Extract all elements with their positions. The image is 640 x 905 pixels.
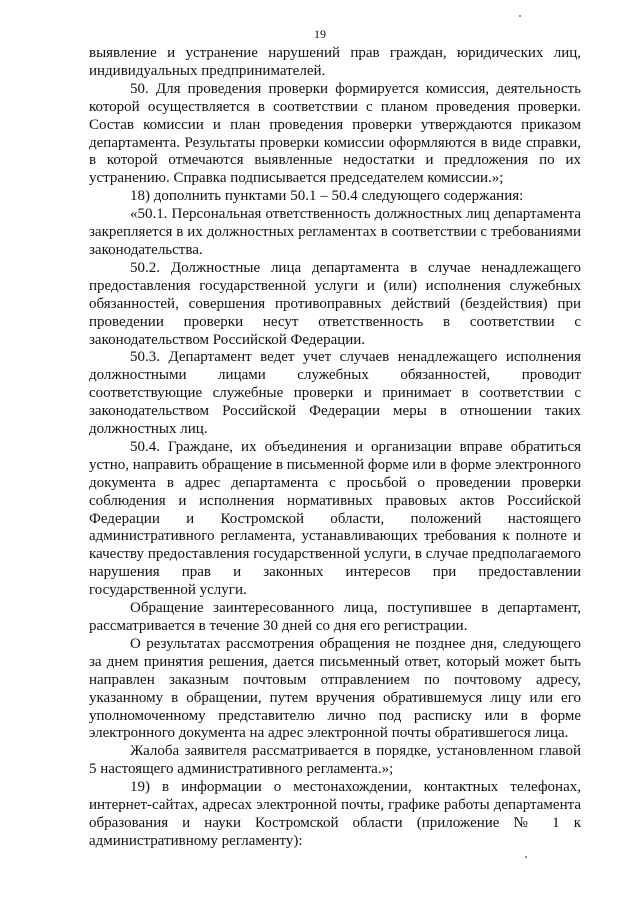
- document-body: [89, 45, 581, 851]
- paragraph-complaint: Жалоба заявителя рассматривается в порядке, установленном главой 5 настоящего административного регламента.»;: [89, 743, 581, 778]
- paragraph-item-50-3: 50.3. Департамент ведет учет случаев ненадлежащего исполнения должностными лицами служебных обязанностей, проводит соответствующие служебные проверки и принимает в соответствии с законодательством Российской Федерации меры в отношении таких должностных лиц.: [89, 349, 581, 438]
- scan-speck: [525, 856, 527, 858]
- paragraph-amendment-19: 19) в информации о местонахождении, контактных телефонах, интернет-сайтах, адресах электронной почты, графике работы департамента образования и науки Костромской области (приложение № 1 к административному регламенту):: [89, 779, 581, 849]
- paragraph-continuation: выявление и устранение нарушений прав граждан, юридических лиц, индивидуальных предпринимателей.: [89, 45, 581, 79]
- paragraph-item-50-1: «50.1. Персональная ответственность должностных лиц департамента закрепляется в их должностных регламентах в соответствии с требованиями законодательства.: [89, 206, 581, 258]
- paragraph-item-50-4: 50.4. Граждане, их объединения и организации вправе обратиться устно, направить обращение в письменной форме или в форме электронного документа в адрес департамента с просьбой о проведении проверки соблюдения и исполнения нормативных правовых актов Российской Федерации и Костромской области, положений настоящего административного регламента, устанавливающих требования к полноте и качеству предоставления государственной услуги, в случае предполагаемого нарушения прав и законных интересов при предоставлении государственной услуги.: [89, 438, 581, 599]
- paragraph-item-50-2: 50.2. Должностные лица департамента в случае ненадлежащего предоставления государственной услуги и (или) исполнения служебных обязанностей, совершения противоправных действий (бездействия) при проведении проверки несут ответственность в соответствии с законодательством Российской Федерации.: [89, 259, 581, 348]
- paragraph-appeal-result: О результатах рассмотрения обращения не позднее дня, следующего за днем принятия решения, дается письменный ответ, который может быть направлен заказным почтовым отправлением по почтовому адресу, указанному в обращении, путем вручения обратившемуся лицу или его уполномоченному представителю лично под расписку или в форме электронного документа на адрес электронной почты обратившегося лица.: [89, 635, 581, 742]
- paragraph-item-50: 50. Для проведения проверки формируется комиссия, деятельность которой осуществляется в соответствии с планом проведения проверки. Состав комиссии и план проведения проверки утверждаются приказом департамента. Результаты проверки комиссии оформляются в виде справки, в которой отмечаются выявленные недостатки и предложения по их устранению. Справка подписывается председателем комиссии.»;: [89, 80, 581, 187]
- paragraph-amendment-18: 18) дополнить пунктами 50.1 – 50.4 следующего содержания:: [130, 188, 524, 205]
- page-number: 19: [314, 27, 326, 41]
- scan-speck: [519, 15, 521, 17]
- paragraph-appeal-term: Обращение заинтересованного лица, поступившее в департамент, рассматривается в течение 30 дней со дня его регистрации.: [89, 600, 581, 634]
